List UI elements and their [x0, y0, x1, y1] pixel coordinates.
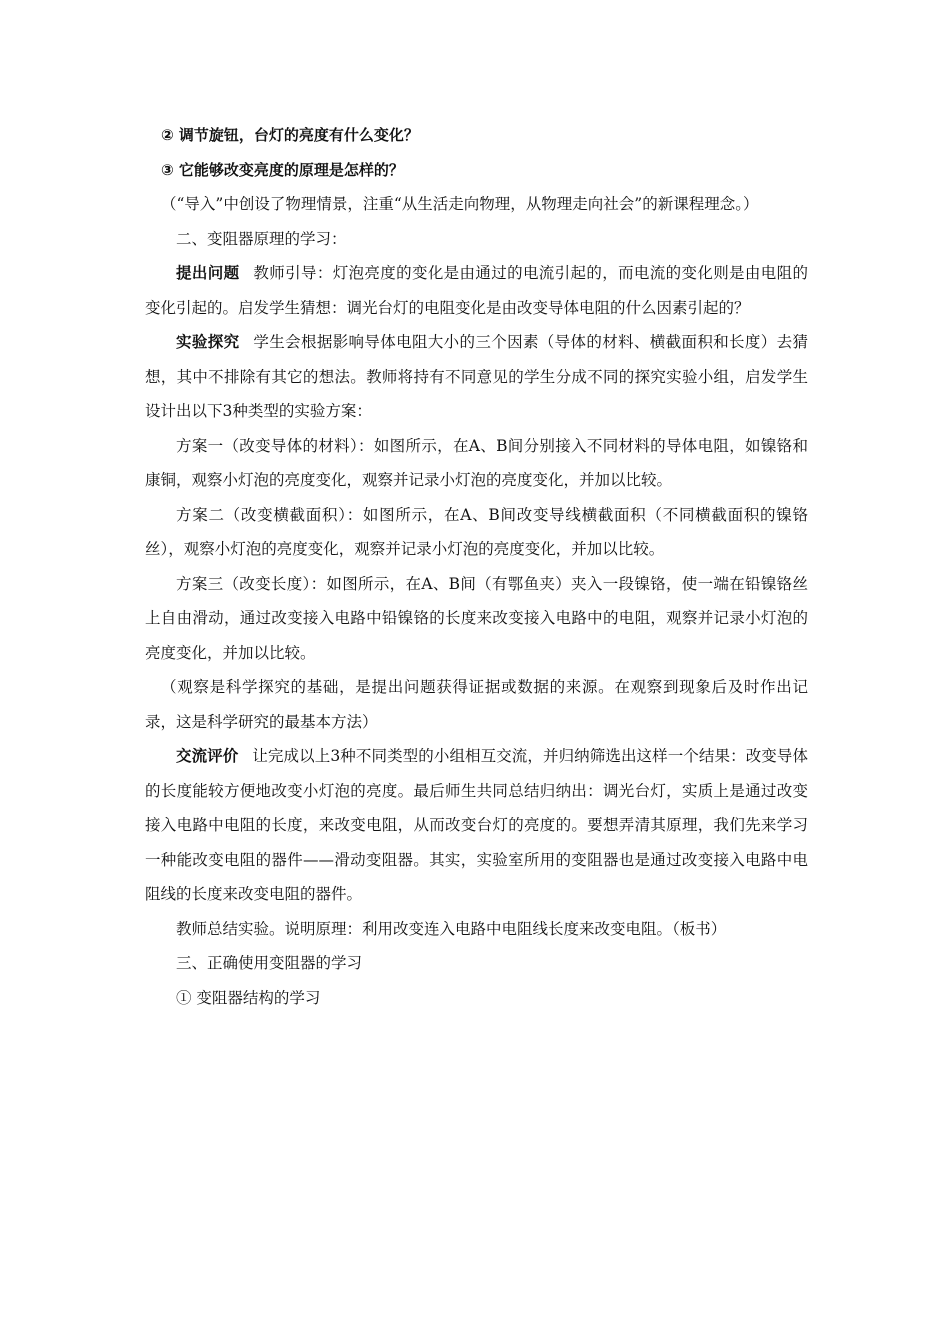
- paragraph-experiment: [145, 325, 808, 429]
- text-raise-question: 教师引导：灯泡亮度的变化是由通过的电流引起的，而电流的变化则是由电阻的变化引起的。启发学生猜想：调光台灯的电阻变化是由改变导体电阻的什么因素引起的？: [145, 264, 808, 317]
- paragraph-summary: 教师总结实验。说明原理：利用改变连入电路中电阻线长度来改变电阻。（板书）: [176, 919, 727, 938]
- paragraph-raise-question: [145, 256, 808, 325]
- section-heading-3: 三、正确使用变阻器的学习: [176, 954, 363, 972]
- subheading-structure: ① 变阻器结构的学习: [176, 988, 321, 1007]
- lead-raise-question: 提出问题: [176, 264, 240, 282]
- note-intro: （“导入”中创设了物理情景，注重“从生活走向物理，从物理走向社会”的新课程理念。）: [161, 195, 759, 213]
- lead-experiment: 实验探究: [176, 333, 240, 351]
- paragraph-plan-2: 方案二（改变横截面积）：如图所示，在A、B间改变导线横截面积（不同横截面积的镍铬丝），观察小灯泡的亮度变化，观察并记录小灯泡的亮度变化，并加以比较。: [145, 505, 808, 558]
- document-body: [145, 118, 808, 1015]
- question-3: ③ 它能够改变亮度的原理是怎样的？: [161, 160, 404, 179]
- paragraph-plan-1: 方案一（改变导体的材料）：如图所示，在A、B间分别接入不同材料的导体电阻，如镍铬和康铜，观察小灯泡的亮度变化，观察并记录小灯泡的亮度变化，并加以比较。: [145, 436, 808, 489]
- paragraph-exchange: [145, 739, 808, 912]
- lead-exchange: 交流评价: [176, 747, 239, 765]
- section-heading-2: 二、变阻器原理的学习：: [176, 229, 347, 248]
- text-experiment: 学生会根据影响导体电阻大小的三个因素（导体的材料、横截面积和长度）去猜想，其中不排除有其它的想法。教师将持有不同意见的学生分成不同的探究实验小组，启发学生设计出以下3种类型的实验方案：: [145, 333, 808, 420]
- text-exchange: 让完成以上3种不同类型的小组相互交流，并归纳筛选出这样一个结果：改变导体的长度能较方便地改变小灯泡的亮度。最后师生共同总结归纳出：调光台灯，实质上是通过改变接入电路中电阻的长度，来改变电阻，从而改变台灯的亮度的。要想弄清其原理，我们先来学习一种能改变电阻的器件——滑动变阻器。其实，实验室所用的变阻器也是通过改变接入电路中电阻线的长度来改变电阻的器件。: [145, 747, 808, 903]
- paragraph-plan-3: 方案三（改变长度）：如图所示，在A、B间（有鄂鱼夹）夹入一段镍铬，使一端在铅镍铬丝上自由滑动，通过改变接入电路中铅镍铬的长度来改变接入电路中的电阻，观察并记录小灯泡的亮度变化，并加以比较。: [145, 574, 808, 662]
- question-2: ② 调节旋钮，台灯的亮度有什么变化？: [161, 126, 419, 144]
- note-observation: （观察是科学探究的基础，是提出问题获得证据或数据的来源。在观察到现象后及时作出记录，这是科学研究的最基本方法）: [145, 678, 808, 731]
